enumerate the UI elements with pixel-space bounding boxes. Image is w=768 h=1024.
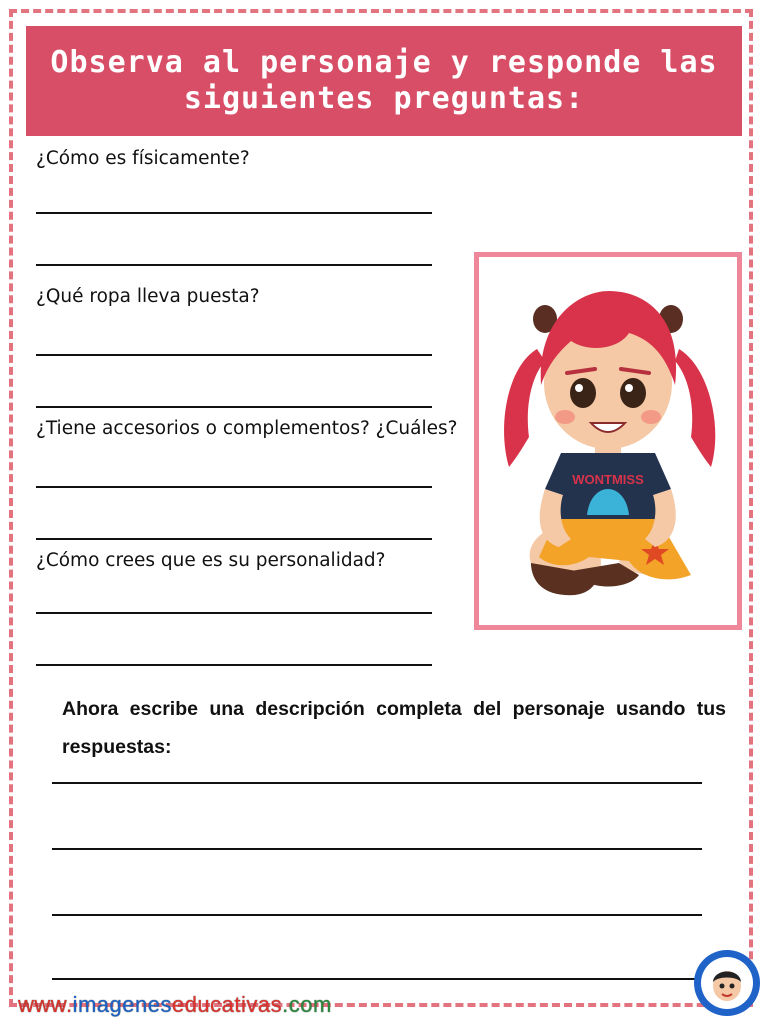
question-personality: ¿Cómo crees que es su personalidad? xyxy=(36,550,386,571)
website-part: imagenes xyxy=(72,992,172,1017)
answer-line[interactable] xyxy=(36,612,432,614)
answer-line[interactable] xyxy=(36,486,432,488)
shirt-text: WONTMISS xyxy=(572,472,644,487)
answer-line[interactable] xyxy=(36,354,432,356)
description-line[interactable] xyxy=(52,914,702,916)
question-accessories: ¿Tiene accesorios o complementos? ¿Cuáles? xyxy=(36,418,458,439)
title-banner xyxy=(26,26,742,136)
site-logo-icon xyxy=(692,948,762,1018)
answer-line[interactable] xyxy=(36,406,432,408)
question-physical: ¿Cómo es físicamente? xyxy=(36,148,250,169)
character-image-frame xyxy=(474,252,742,630)
answer-line[interactable] xyxy=(36,538,432,540)
description-line[interactable] xyxy=(52,978,702,980)
website-part: .com xyxy=(282,992,332,1017)
title-line-1: Observa al personaje y responde las xyxy=(50,45,718,80)
question-clothes: ¿Qué ropa lleva puesta? xyxy=(36,286,260,307)
description-line[interactable] xyxy=(52,782,702,784)
character-illustration xyxy=(479,257,737,625)
instruction-text: Ahora escribe una descripción completa del personaje usando tus respuestas: xyxy=(62,698,726,758)
website-part: www. xyxy=(18,992,73,1017)
description-line[interactable] xyxy=(52,848,702,850)
answer-line[interactable] xyxy=(36,664,432,666)
website-link[interactable] xyxy=(18,992,332,1018)
answer-line[interactable] xyxy=(36,264,432,266)
website-part: educativas xyxy=(171,992,283,1017)
answer-line[interactable] xyxy=(36,212,432,214)
title-line-2: siguientes preguntas: xyxy=(183,81,585,116)
